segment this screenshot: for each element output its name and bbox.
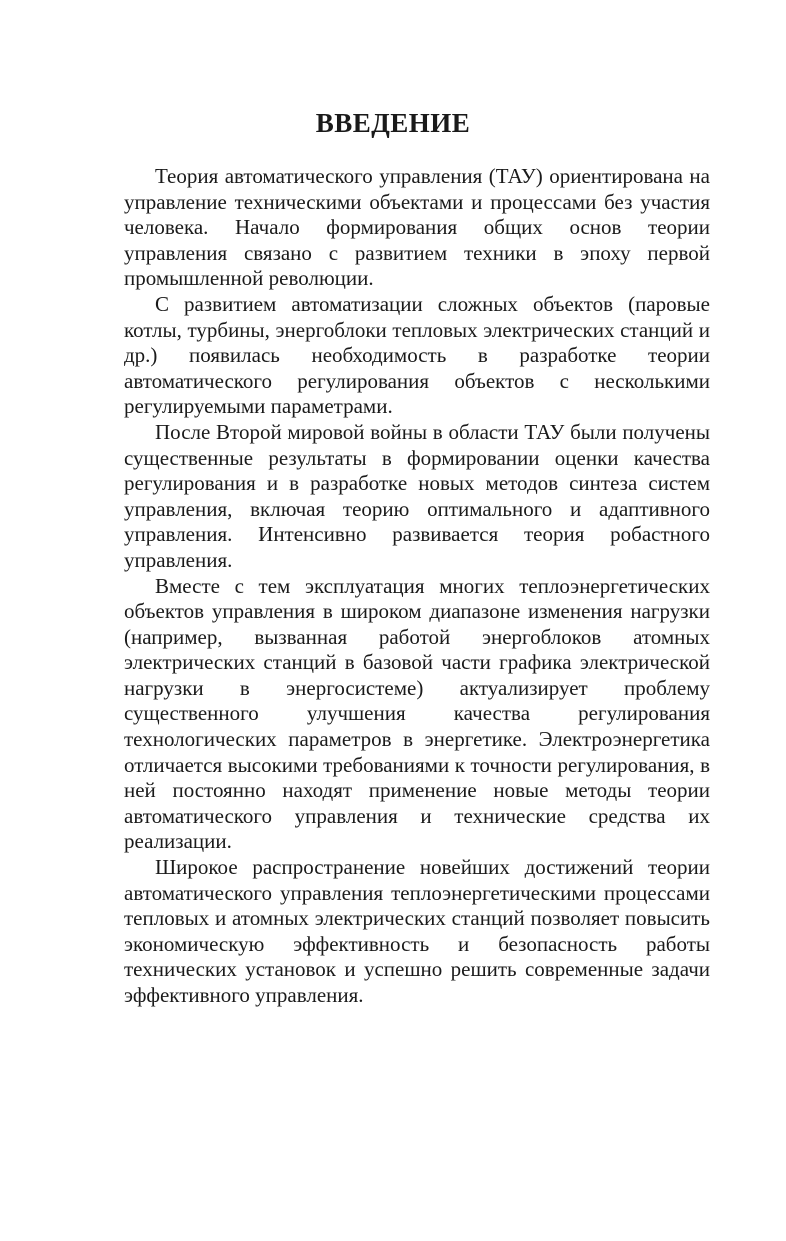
paragraph-4: Вместе с тем эксплуатация многих теплоэнергетических объектов управления в широком диапазоне изменения нагрузки (например, вызванная работой энергоблоков атомных электрических станций в базовой части графика электрической нагрузки в энергосистеме) актуализирует проблему существенного улучшения качества регулирования технологических параметров в энергетике. Электроэнергетика отличается высокими требованиями к точности регулирования, в ней постоянно находят применение новые методы теории автоматического управления и технические средства их реализации. <box>124 573 710 854</box>
paragraph-3: После Второй мировой войны в области ТАУ были получены существенные результаты в формировании оценки качества регулирования и в разработке новых методов синтеза систем управления, включая теорию оптимального и адаптивного управления. Интенсивно развивается теория робастного управления. <box>124 419 710 572</box>
paragraph-2: С развитием автоматизации сложных объектов (паровые котлы, турбины, энергоблоки тепловых электрических станций и др.) появилась необходимость в разработке теории автоматического регулирования объектов с несколькими регулируемыми параметрами. <box>124 291 710 419</box>
page-title: ВВЕДЕНИЕ <box>315 108 471 138</box>
body-text <box>124 164 710 1009</box>
paragraph-1: Теория автоматического управления (ТАУ) ориентирована на управление техническими объектами и процессами без участия человека. Начало формирования общих основ теории управления связано с развитием техники в эпоху первой промышленной революции. <box>124 164 710 291</box>
paragraph-5: Широкое распространение новейших достижений теории автоматического управления теплоэнергетическими процессами тепловых и атомных электрических станций позволяет повысить экономическую эффективность и безопасность работы технических установок и успешно решить современные задачи эффективного управления. <box>124 855 710 1007</box>
